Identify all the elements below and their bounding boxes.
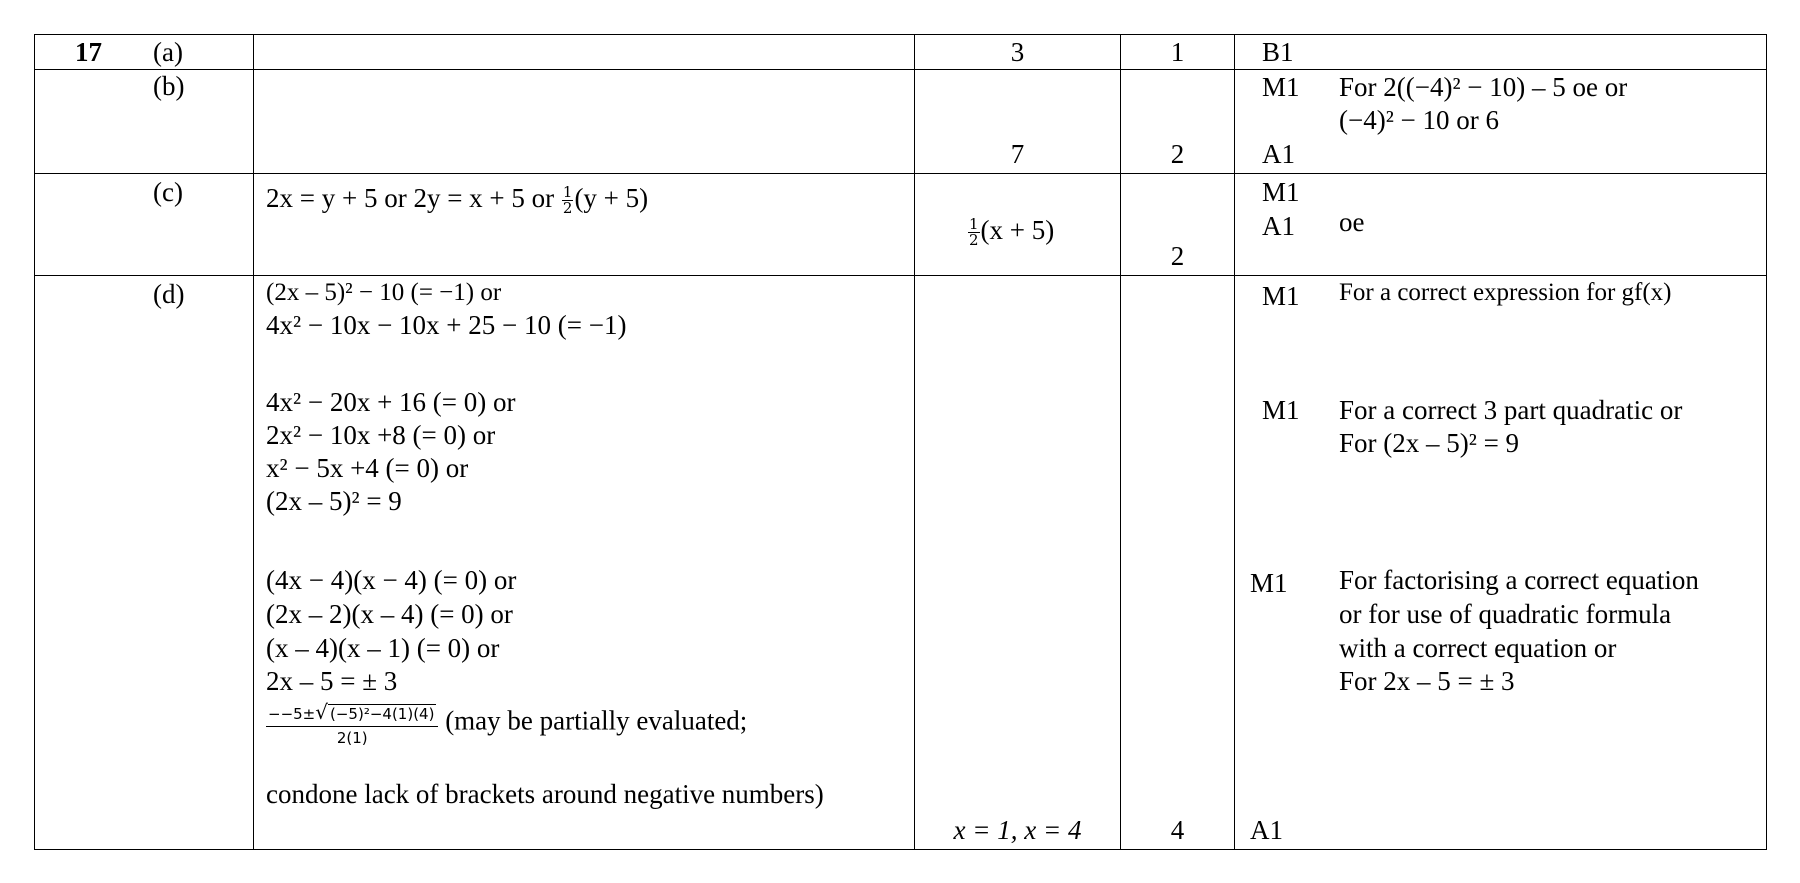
note-line: For (2x – 5)² = 9 [1339, 427, 1520, 458]
working-line: condone lack of brackets around negative numbers) [266, 779, 824, 809]
working-line: (4x − 4)(x − 4) (= 0) or [266, 565, 517, 595]
note-line: For 2((−4)² − 10) – 5 oe or [1339, 72, 1628, 102]
notes-group-3 [1339, 564, 1699, 699]
answer: 7 [1010, 139, 1025, 169]
mark-code: M1 [1262, 177, 1300, 207]
table-row [35, 276, 1767, 850]
working-line: (2x – 5)² = 9 [266, 485, 402, 516]
note-line: For factorising a correct equation [1339, 565, 1699, 595]
marks: 4 [1170, 815, 1185, 845]
note-line: or for use of quadratic formula [1339, 598, 1672, 629]
mark-code: M1 [1262, 72, 1300, 102]
mark-code: M1 [1262, 395, 1300, 425]
note-line: For 2x – 5 = ± 3 [1339, 666, 1515, 697]
working-group-1 [266, 278, 626, 341]
working-line: 4x² − 10x − 10x + 25 − 10 (= −1) [266, 309, 627, 340]
quadratic-formula-line: $\frac{\text{−−5±√ (−5)²−4(1)(4)}}{2(1)}$ (may be partially evaluated; [268, 700, 748, 747]
table-row [35, 70, 1767, 174]
note: oe [1339, 207, 1365, 237]
table-row [35, 174, 1767, 276]
question-number: 17 [75, 37, 102, 67]
note-line: For a correct expression for gf(x) [1339, 279, 1672, 306]
mark-code: A1 [1262, 211, 1295, 241]
working-cell [254, 35, 914, 68]
part-label: (b) [153, 71, 185, 101]
note-line: with a correct equation or [1339, 632, 1617, 663]
marks: 2 [1170, 241, 1185, 271]
working-line: 2x = y + 5 or 2y = x + 5 or $\frac{1}{2}$ (y + 5) [266, 182, 649, 218]
answer: 3 [1010, 37, 1025, 67]
marks: 2 [1170, 139, 1185, 169]
mark-code: M1 [1262, 281, 1300, 311]
part-label: (d) [153, 279, 185, 309]
table-row [35, 35, 1767, 70]
mark-code: A1 [1262, 139, 1295, 169]
mark-code: A1 [1250, 815, 1283, 845]
working-cell [254, 70, 914, 172]
mark-code: B1 [1262, 37, 1294, 67]
fraction: $\frac{1}{2}$ [969, 214, 979, 250]
working-line: (2x – 5)² − 10 (= −1) or [266, 279, 502, 306]
answer: $\frac{1}{2}$ (x + 5) [969, 214, 1055, 250]
working-group-2 [266, 386, 516, 518]
marks: 1 [1170, 37, 1185, 67]
working-line: 2x² − 10x +8 (= 0) or [266, 419, 496, 450]
mark-scheme-table [34, 34, 1767, 850]
working-line: 4x² − 20x + 16 (= 0) or [266, 387, 516, 417]
notes-group-1 [1339, 278, 1672, 309]
working-line: 2x – 5 = ± 3 [266, 666, 398, 697]
working-line: x² − 5x +4 (= 0) or [266, 452, 469, 483]
quadratic-formula: $\frac{\text{−−5±√ (−5)²−4(1)(4)}}{2(1)}$ [266, 700, 438, 747]
working-line: (x – 4)(x – 1) (= 0) or [266, 632, 500, 663]
working-group-3 [266, 564, 516, 699]
note-line: For a correct 3 part quadratic or [1339, 395, 1683, 425]
notes [1339, 71, 1627, 137]
notes-group-2 [1339, 394, 1682, 460]
fraction: $\frac{1}{2}$ [562, 182, 573, 218]
part-label: (c) [153, 177, 183, 207]
working-line: (2x – 2)(x – 4) (= 0) or [266, 598, 513, 629]
mark-code: M1 [1250, 568, 1288, 598]
note-line: (−4)² − 10 or 6 [1339, 104, 1500, 135]
part-label: (a) [153, 37, 183, 67]
answer: x = 1, x = 4 [953, 815, 1082, 845]
